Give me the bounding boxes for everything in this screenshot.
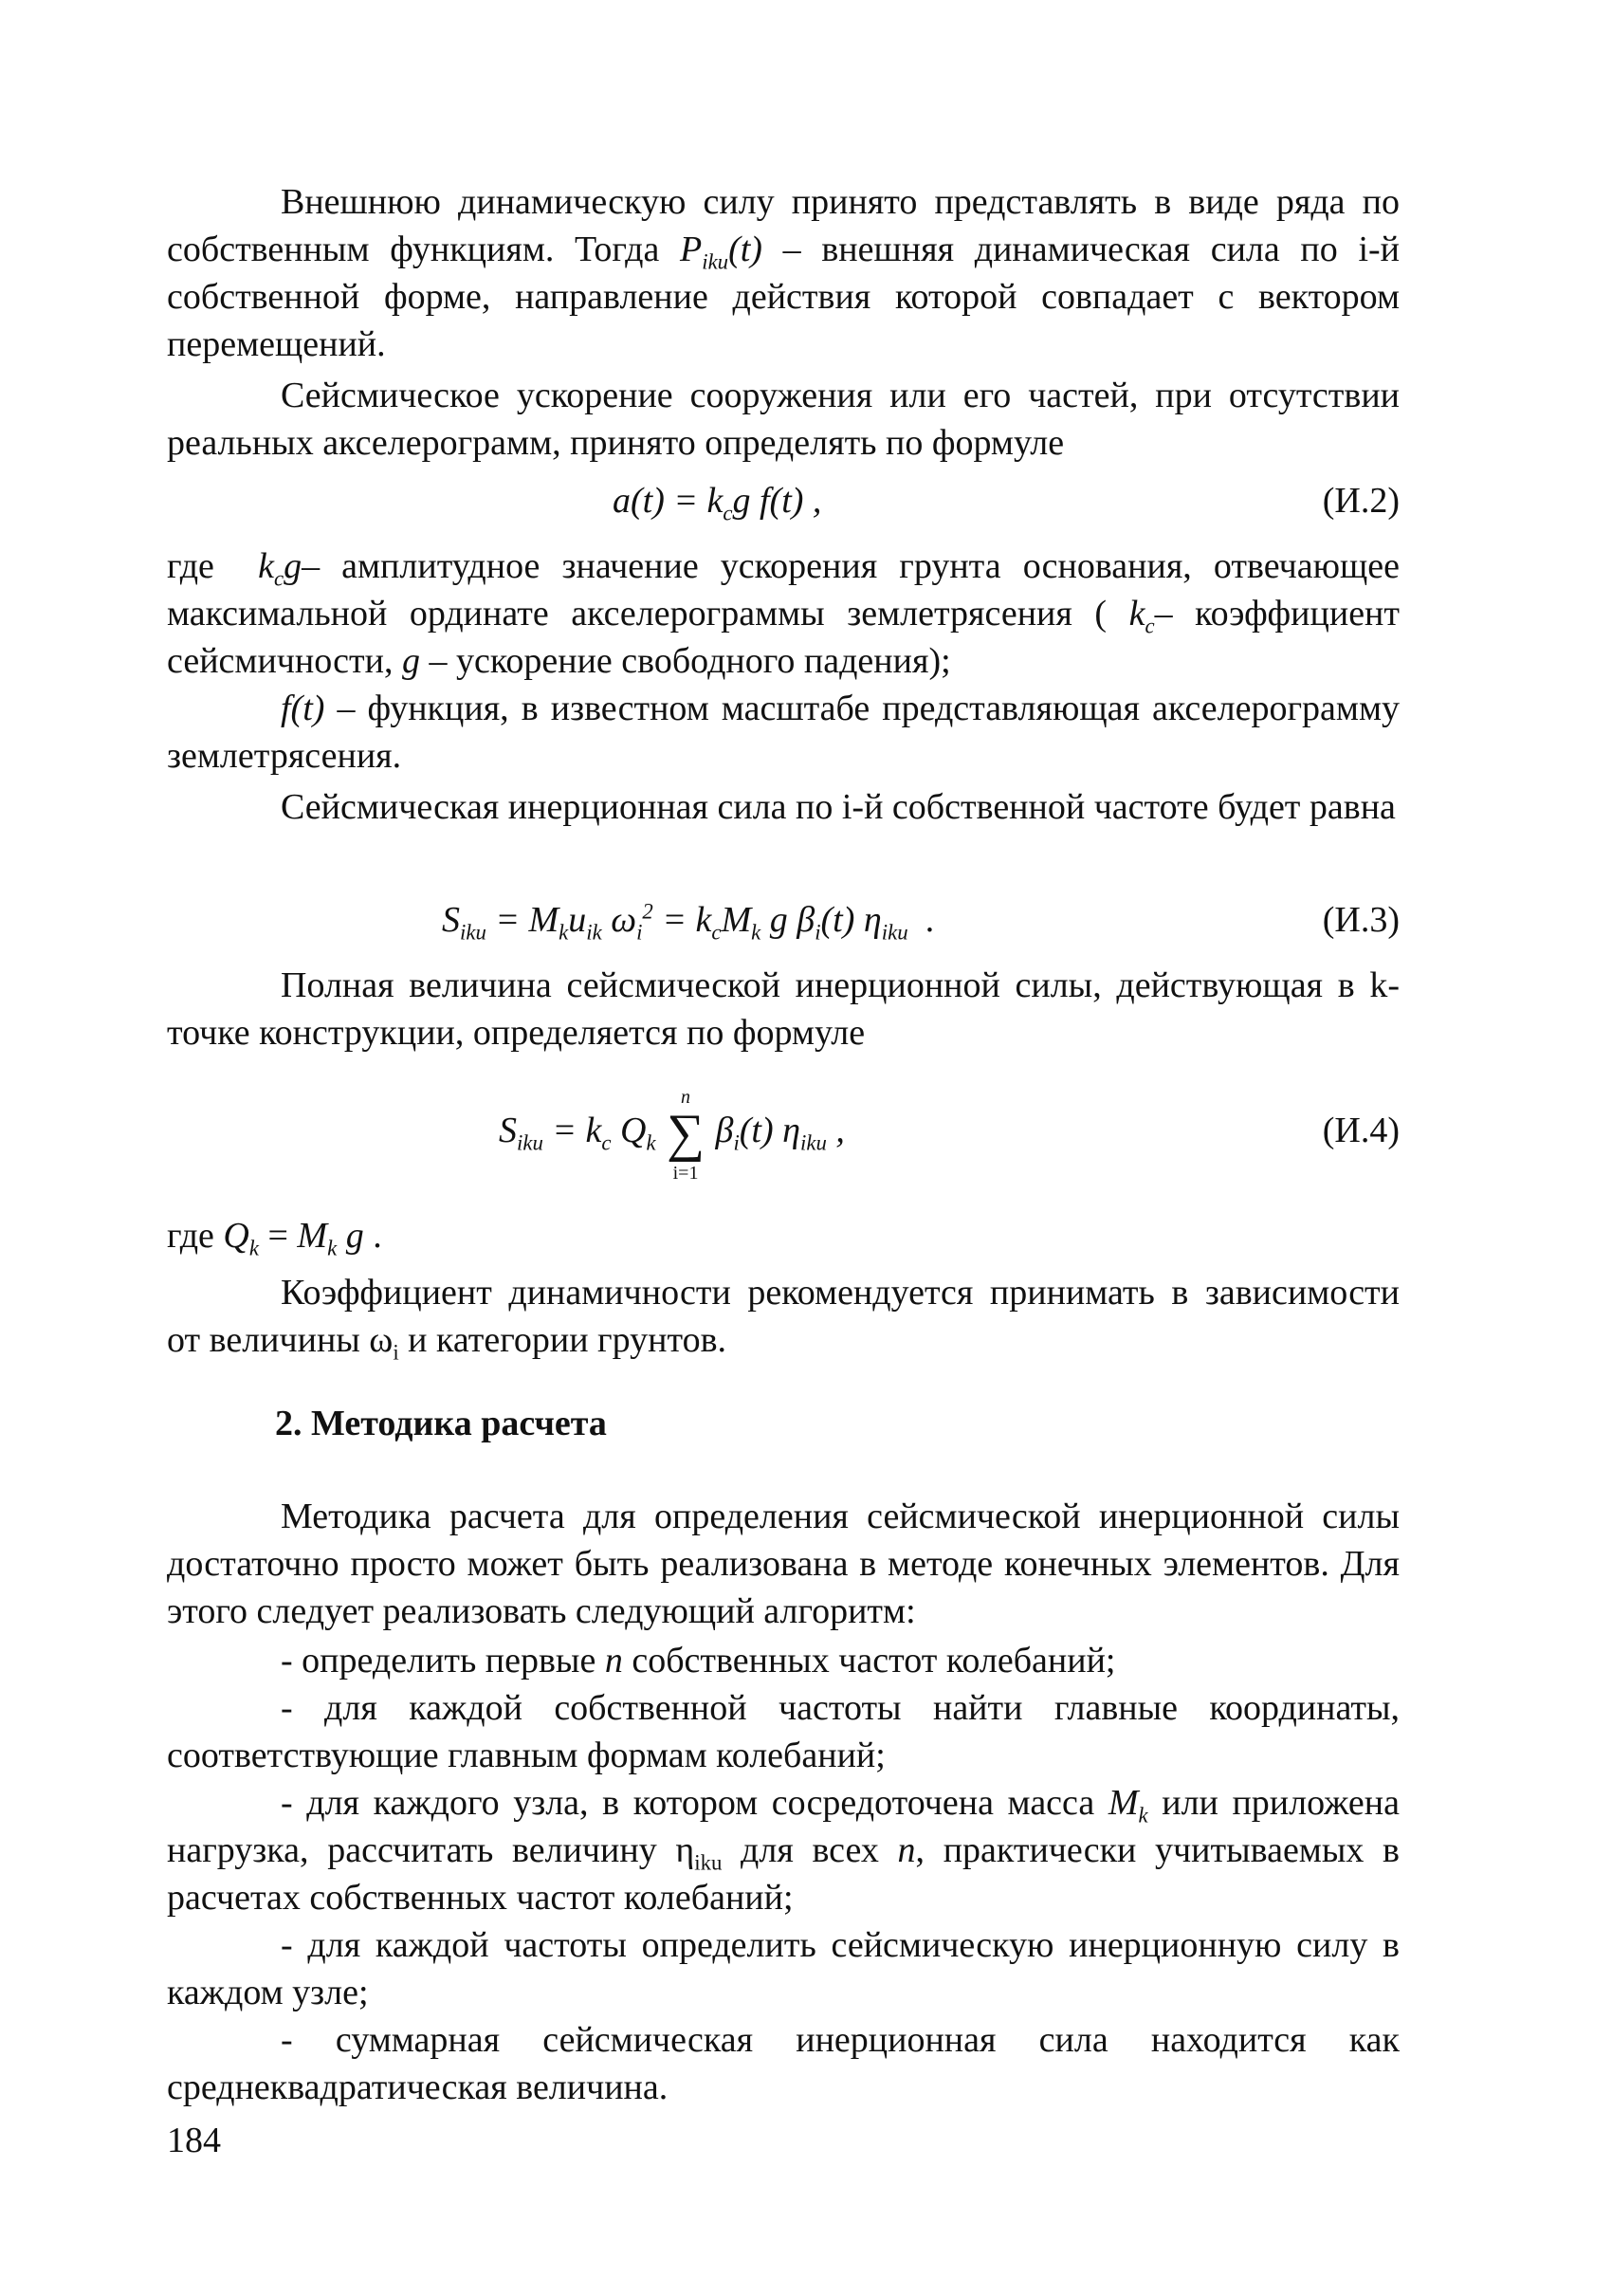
formula-row-i3 — [167, 891, 1400, 948]
list-item-3: - для каждого узла, в котором сосредоточена масса $M_k$ или приложена нагрузка, рассчитать величину $\eta_{iku}$ для всех n, практически учитываемых в расчетах собственных частот колебаний; — [167, 1783, 1400, 1918]
paragraph-where-q: где $Q_k = M_k$ g . — [167, 1216, 382, 1260]
paragraph-intro: Внешнюю динамическую силу принято представлять в виде ряда по собственным функциям. Тогда $P_{iku}(t)$ – внешняя динамическая сила по i-й собственной форме, направление действия которой совпадает с вектором перемещений. — [167, 182, 1401, 364]
equation-number-i4: (И.4) — [1322, 1111, 1400, 1150]
equation-number-i2: (И.2) — [1322, 481, 1400, 521]
paragraph-total-force: Полная величина сейсмической инерционной силы, действующая в k-точке конструкции, определяется по формуле — [167, 965, 1400, 1053]
paragraph-seismic-acceleration: Сейсмическое ускорение сооружения или его частей, при отсутствии реальных акселерограмм, принято определять по формуле — [167, 376, 1400, 463]
equation-number-i3: (И.3) — [1322, 900, 1400, 940]
paragraph-method: Методика расчета для определения сейсмической инерционной силы достаточно просто может быть реализована в методе конечных элементов. Для этого следует реализовать следующий алгоритм: — [167, 1497, 1400, 1631]
paragraph-ft-function: f(t) – функция, в известном масштабе представляющая акселерограмму землетрясения. — [167, 689, 1400, 776]
formula-i4: $S_{iku} = k_c$ $Q_k$ ∑ n i=1 $\beta_i(t)$ $\eta_{iku}$ , — [499, 1087, 845, 1185]
paragraph-where-kg: где $k_cg-$ амплитудное значение ускорения грунта основания, отвечающее максимальной ординате акселерограммы землетрясения ( $k_c-$ коэффициент сейсмичности, g – ускорение свободного падения); — [167, 546, 1400, 681]
section-heading: 2. Методика расчета — [275, 1404, 607, 1443]
paragraph-inertial-force: Сейсмическая инерционная сила по i-й собственной частоте будет равна — [281, 787, 1396, 827]
formula-row-i2 — [167, 472, 1400, 529]
formula-i2: $a(t) = k_cg$ f(t) , — [613, 481, 822, 525]
formula-i3: $S_{iku} = M_ku_{ik}$ $\omega_i^2 = k_cM_k$ g $\beta_i(t)$ $\eta_{iku}$ . — [442, 899, 936, 945]
list-item-4: - для каждой частоты определить сейсмическую инерционную силу в каждом узле; — [167, 1925, 1400, 2012]
summation-symbol: ∑ n i=1 — [667, 1087, 705, 1185]
page-number: 184 — [167, 2121, 221, 2160]
list-item-5: - суммарная сейсмическая инерционная сила находится как среднеквадратическая величина. — [167, 2020, 1400, 2107]
list-item-1: - определить первые n собственных частот колебаний; — [281, 1641, 1116, 1681]
paragraph-dynamic-coefficient: Коэффициент динамичности рекомендуется принимать в зависимости от величины $\omega_i$ и категории грунтов. — [167, 1273, 1400, 1365]
list-item-2: - для каждой собственной частоты найти главные координаты, соответствующие главным формам колебаний; — [167, 1688, 1400, 1775]
formula-row-i4 — [167, 1087, 1400, 1185]
